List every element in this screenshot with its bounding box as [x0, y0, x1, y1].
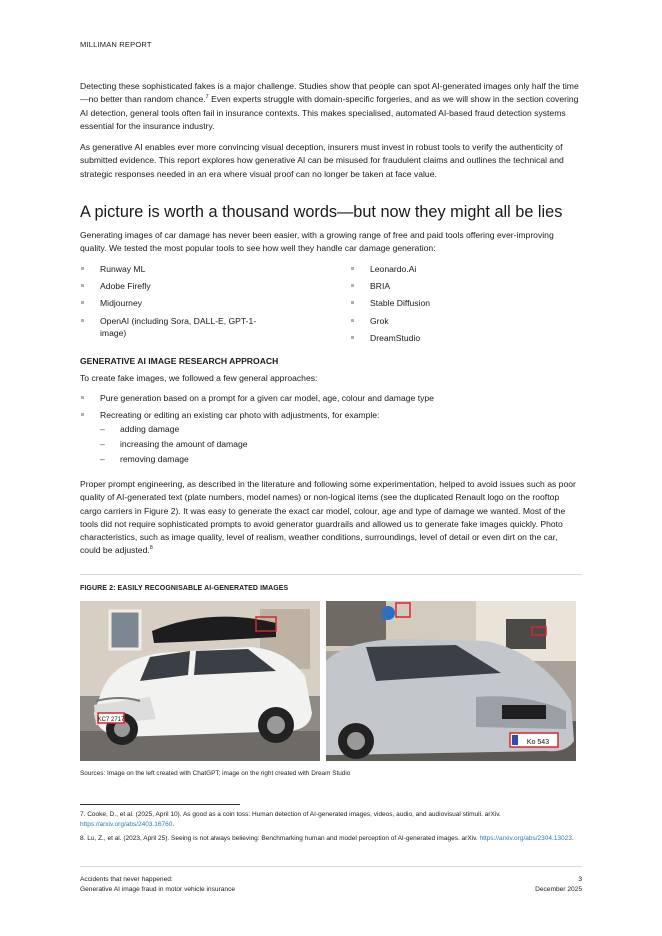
- right-plate-text: Ko 543: [526, 739, 550, 746]
- approach-intro: To create fake images, we followed a few general approaches:: [80, 373, 318, 383]
- footnote-7-link[interactable]: https://arxiv.org/abs/2403.16760: [80, 820, 173, 828]
- report-header: MILLIMAN REPORT: [80, 40, 152, 49]
- footer-line-1: Accidents that never happened:: [80, 876, 173, 883]
- footnote-ref-8[interactable]: 8: [149, 545, 153, 552]
- intro-paragraph-2: As generative AI enables ever more convincing visual deception, insurers must invest in robust tools to verify the authenticity of submitted evidence. This report explores how generative AI can be misused for fraudulent claims and outlines the technical and strategic responses needed in an era where visual proof can no longer be taken at face value.: [80, 142, 564, 179]
- list-item: Midjourney: [80, 297, 280, 309]
- approach-sublist: [100, 423, 580, 465]
- tools-list-right: [350, 263, 550, 349]
- tools-list-left: [80, 263, 280, 344]
- list-item: OpenAI (including Sora, DALL-E, GPT-1-image): [80, 315, 270, 339]
- list-item: BRIA: [350, 280, 550, 292]
- footer-line-2: Generative AI image fraud in motor vehicle insurance: [80, 885, 236, 893]
- figure-title: FIGURE 2: EASILY RECOGNISABLE AI-GENERATED IMAGES: [80, 585, 289, 592]
- silver-sedan-illustration: [326, 601, 576, 761]
- section-intro: Generating images of car damage has never been easier, with a growing range of free and paid tools offering ever-improving quality. We tested the most popular tools to see how well they handle car damage generation:: [80, 230, 554, 254]
- figure-image-right: [326, 601, 576, 761]
- footnote-8-link[interactable]: https://arxiv.org/abs/2304.13023: [479, 835, 572, 842]
- footnote-8: 8. Lu, Z., et al. (2023, April 25). Seeing is not always believing: Benchmarking human and model perception of AI-generated images. arXiv. https://arxiv.org/abs/2304.13023.: [80, 835, 574, 842]
- list-item: Leonardo.Ai: [350, 263, 550, 275]
- figure-divider: [80, 574, 582, 575]
- footer-date: December 2025: [535, 885, 582, 893]
- intro-paragraph-1: Detecting these sophisticated fakes is a major challenge. Studies show that people can spot AI-generated images only half the time—no better than random chance.$^7$ Even experts struggle with domain-specific forgeries, and as we will show in the section covering AI detection, general tools often fail in insurance contexts. This makes specialised, automated AI-based fraud detection systems essential for the insurance industry.: [80, 81, 579, 131]
- footnote-ref-7[interactable]: 7: [205, 94, 209, 101]
- section-heading: A picture is worth a thousand words—but now they might all be lies: [80, 203, 563, 221]
- footer-title: [80, 875, 235, 894]
- figure-image-left: [80, 601, 320, 761]
- footer-divider: [80, 866, 582, 867]
- approach-paragraph: Proper prompt engineering, as described in the literature and following some experimentation, helped to avoid issues such as poor quality of AI-generated text (plate numbers, model names) or non-logical items (see the duplicated Renault logo on the rooftop cargo carriers in Figure 2). It was easy to generate the exact car model, colour, age and type of damage we wanted. Most of the tools did not require sophisticated prompts to avoid generator guardrails and allowed us to generate fake images quickly. Photo characteristics, such as image quality, level of realism, weather conditions, surroundings, level of detail or even dirt on the car, could be adjusted.$^8$: [80, 479, 576, 556]
- sub-list-item: – removing damage: [100, 453, 580, 465]
- list-item: DreamStudio: [350, 332, 550, 344]
- list-item: Adobe Firefly: [80, 280, 280, 292]
- page-number: 3: [578, 876, 582, 883]
- list-item: Grok: [350, 315, 550, 327]
- approach-heading: GENERATIVE AI IMAGE RESEARCH APPROACH: [80, 356, 279, 366]
- white-suv-illustration: [80, 601, 320, 761]
- sub-list-item: – adding damage: [100, 423, 580, 435]
- footnote-7: 7. Cooke, D., et al. (2025, April 10). As good as a coin toss: Human detection of AI-generated images, videos, audio, and audiovisual stimuli. arXiv. https://arxiv.org/abs/2403.16760.: [80, 811, 501, 828]
- approach-list: [80, 392, 580, 470]
- figure-caption: Sources: Image on the left created with ChatGPT; image on the right created with Dream Studio: [80, 770, 351, 777]
- list-item: Runway ML: [80, 263, 280, 275]
- list-item: Pure generation based on a prompt for a given car model, age, colour and damage type: [80, 392, 580, 404]
- left-plate-text: KC7 2717: [97, 717, 125, 723]
- footer-right: [535, 875, 582, 894]
- list-item: Recreating or editing an existing car photo with adjustments, for example: – adding damage – increasing the amount of damage – removing damage: [80, 409, 580, 465]
- footnote-divider: [80, 804, 240, 805]
- list-item: Stable Diffusion: [350, 297, 550, 309]
- sub-list-item: – increasing the amount of damage: [100, 438, 580, 450]
